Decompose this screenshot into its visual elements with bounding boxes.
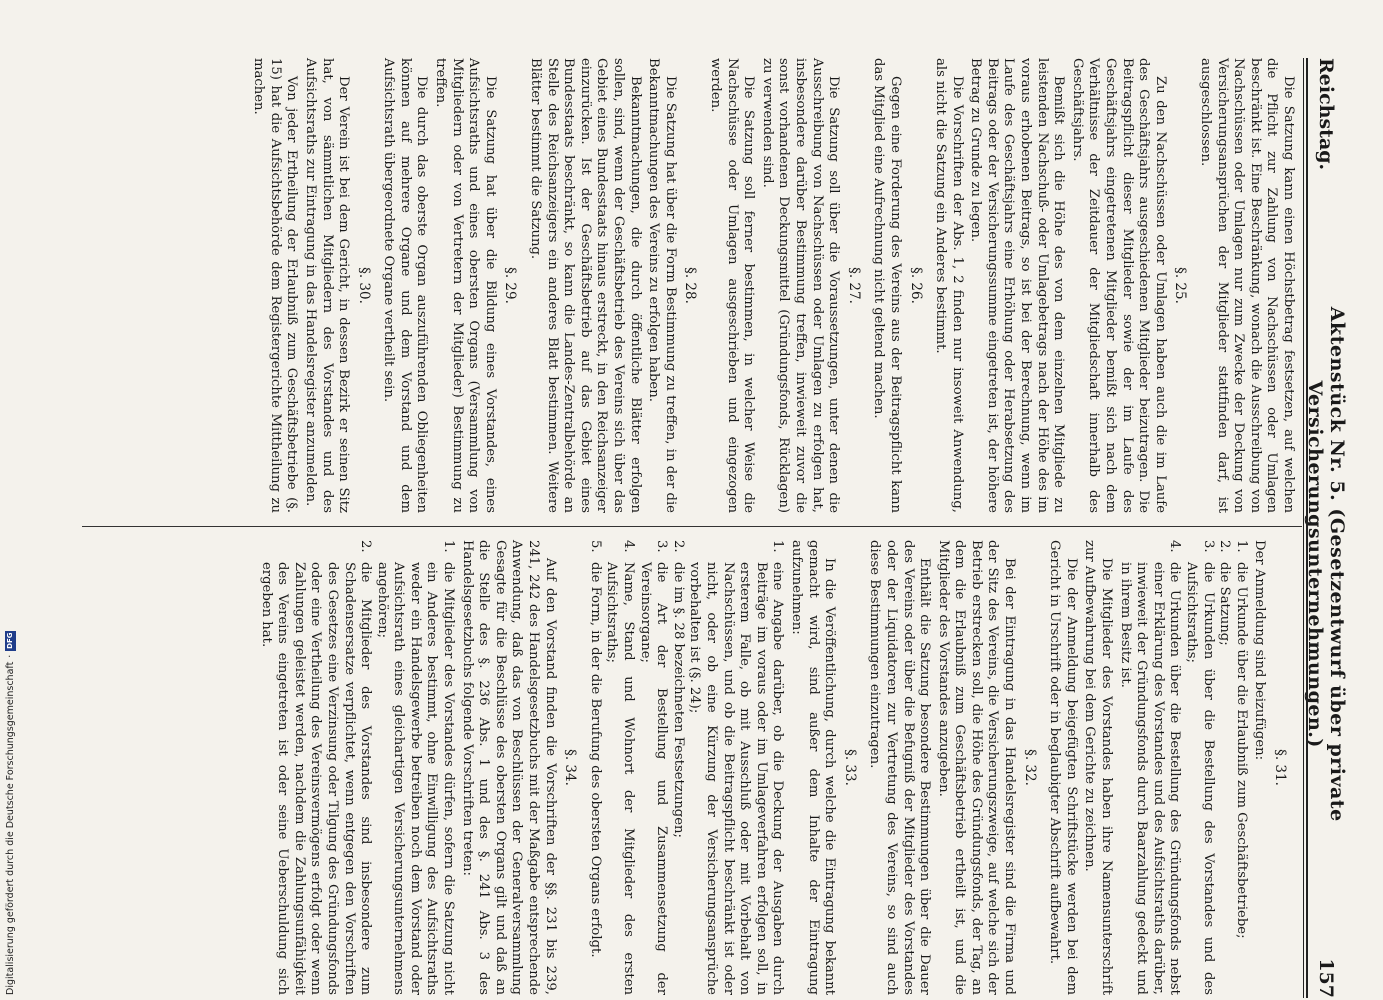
list-item: [636, 540, 669, 995]
paragraph: Die durch das oberste Organ auszuführenden Obliegenheiten können auf mehrere Organe und dem Vorstand und dem Aufsichtsrath übergeordnete Organe vertheilt sein.: [381, 58, 430, 513]
section-heading: §. 31.: [1272, 749, 1288, 786]
list-item-number: 4.: [621, 540, 637, 553]
list-item-text: eine Angabe darüber, ob die Deckung der Ausgaben durch Beiträge im voraus oder im Umlageverfahren erfolgen soll, in ersterem Falle, ob mit Ausschluß oder mit Vorbehalt von Nachschüssen, und ob die Beitragspflicht beschränkt ist oder nicht, oder ob eine Kürzung der Versicherungsansprüche vorbehalten ist (§. 24);: [687, 562, 786, 995]
paragraph: Der Verein ist bei dem Gericht, in dessen Bezirk er seinen Sitz hat, von sämmtlichen Mitgliedern des Vorstandes und des Aufsichtsraths zur Eintragung in das Handelsregister anzumelden.: [302, 58, 352, 513]
list-item-number: 3.: [1200, 540, 1216, 553]
paragraph: Die Vorschriften der Abs. 1, 2 finden nur insoweit Anwendung, als nicht die Satzung ein Anderes bestimmt.: [933, 58, 965, 513]
list-item-text: die Urkunden über die Bestellung des Vorstandes und des Aufsichtsraths;: [1184, 562, 1216, 995]
paragraph: Die Satzung soll ferner bestimmen, in welcher Weise die Nachschüsse oder Umlagen ausgeschrieben und eingezogen werden.: [708, 58, 757, 513]
section-heading: §. 27.: [845, 267, 862, 304]
paragraph: Von jeder Ertheilung der Erlaubniß zum Geschäftsbetriebe (§. 15) hat die Aufsichtsbehörde dem Registergerichte Mittheilung zu machen.: [251, 58, 300, 513]
list-item-text: die Mitglieder des Vorstandes sind insbesondere zum Schadensersatze verpflichtet, wenn entgegen den Vorschriften des Gesetzes eine Verzinsung oder Tilgung des Gründungsfonds oder eine Vertheilung des Vereinsvermögens erfolgt oder wenn Zahlungen geleistet werden, nachdem die Zahlungsunfähigkeit des Vereins eingetreten ist oder seine Ueberschuldung sich ergeben hat.: [258, 562, 374, 995]
right-column: [255, 540, 1296, 995]
paragraph: Enthält die Satzung besondere Bestimmungen über die Dauer des Vereins oder über die Befugniß der Mitglieder des Vorstandes oder der Liquidatoren zur Vertretung des Vereins, so sind auch diese Bestimmungen einzutragen.: [867, 540, 933, 995]
section-heading: §. 25.: [1172, 267, 1189, 304]
header-title: Aktenstück Nr. 5. (Gesetzentwurf über private Versicherungsunternehmungen.): [1304, 306, 1348, 822]
list-item-number: 5.: [587, 540, 603, 553]
list-item-text: die Urkunden über die Bestellung des Gründungsfonds nebst einer Erklärung des Vorstandes und des Aufsichtsraths darüber, inwieweit der Gründungsfonds durch Baarzahlung gedeckt und in ihrem Besitz ist.: [1117, 562, 1183, 995]
dfg-logo-icon: DFG: [6, 632, 14, 649]
list-item-number: 3.: [654, 540, 670, 553]
page-number: 157: [1315, 958, 1337, 998]
list-item: [586, 540, 603, 995]
paragraph: Die Satzung hat über die Form Bestimmung zu treffen, in der die Bekanntmachungen des Vereins zu erfolgen haben.: [646, 58, 678, 513]
section-heading: §. 28.: [682, 267, 699, 304]
list-item: [1116, 540, 1182, 995]
column-divider: [82, 526, 1302, 527]
list-item: [1232, 540, 1249, 995]
paragraph: In die Veröffentlichung, durch welche die Eintragung bekannt gemacht wird, sind außer dem Inhalte der Eintragung aufzunehmen:: [788, 540, 838, 995]
list-item-text: die Satzung;: [1217, 562, 1233, 646]
list-item-text: die im §. 28 bezeichneten Festsetzungen;: [670, 562, 686, 838]
list-item-text: die Urkunde über die Erlaubniß zum Geschäftsbetriebe;: [1233, 562, 1249, 939]
section-heading: §. 33.: [841, 749, 858, 786]
list-item: [686, 540, 786, 995]
paragraph: Die Satzung hat über die Bildung eines Vorstandes, eines Aufsichtsraths und eines obersten Organs (Versammlung von Mitgliedern oder von Vertretern der Mitglieder) Bestimmung zu treffen.: [433, 58, 498, 513]
section-heading: §. 32.: [1021, 749, 1038, 786]
paragraph: Die Satzung kann einen Höchstbetrag festsetzen, auf welchen die Pflicht zur Zahlung von Nachschüssen oder Umlagen beschränkt ist. Eine Beschränkung, wonach die Ausschreibung von Nachschüssen oder Umlagen nur zum Zwecke der Deckung von Versicherungsansprüchen der Mitglieder stattfinden darf, ist ausgeschlossen.: [1198, 58, 1296, 513]
enumerated-list: [257, 540, 456, 995]
scanned-page: [72, 58, 1348, 998]
paragraph: Die der Anmeldung beigefügten Schriftstücke werden bei dem Gericht in Urschrift oder in beglaubigter Abschrift aufbewahrt.: [1047, 540, 1079, 995]
credit-text: Digitalisierung gefördert durch die Deutsche Forschungsgemeinschaft: [5, 661, 16, 995]
paragraph: Die Satzung soll über die Voraussetzungen, unter denen die Ausschreibung von Nachschüssen oder Umlagen zu erfolgen hat, insbesondere darüber Bestimmung treffen, inwieweit zuvor die sonst vorhandenen Deckungsmittel (Gründungsfonds, Rücklagen) zu verwenden sind.: [759, 58, 842, 513]
list-item: [257, 540, 373, 995]
paragraph: Bekanntmachungen, die durch öffentliche Blätter erfolgen sollen, sind, wenn der Geschäftsbetrieb des Vereins sich über das Gebiet eines Bundesstaats hinaus erstreckt, in den Reichsanzeiger einzurücken. Ist der Geschäftsbetrieb auf das Gebiet eines Bundesstaats beschränkt, so kann die Landes-Zentralbehörde an Stelle des Reichsanzeigers ein anderes Blatt bestimmen. Weitere Blätter bestimmt die Satzung.: [528, 58, 643, 513]
section-heading: §. 34.: [562, 749, 579, 786]
list-item-number: 1.: [770, 540, 786, 553]
page-header: [1304, 58, 1348, 998]
header-left: Reichstag.: [1315, 58, 1337, 171]
list-item: [603, 540, 636, 995]
list-item-number: 1.: [441, 540, 457, 553]
list-item: [1216, 540, 1233, 995]
list-item-number: 2.: [670, 540, 686, 553]
list-item-text: die Form, in der die Berufung des obersten Organs erfolgt.: [587, 562, 603, 958]
list-item-text: die Mitglieder des Vorstandes dürfen, sofern die Satzung nicht ein Anderes bestimmt, ohne Einwilligung des Aufsichtsraths weder ein Handelsgewerbe betreiben noch dem Vorstand oder Aufsichtsrath eines gleichartigen Versicherungsunternehmens angehören;: [374, 562, 457, 995]
enumerated-list: [1116, 540, 1249, 995]
paragraph: Die Mitglieder des Vorstandes haben ihre Namensunterschrift zur Aufbewahrung bei dem Gerichte zu zeichnen.: [1082, 540, 1115, 995]
list-item-text: die Art der Bestellung und Zusammensetzung der Vereinsorgane;: [637, 562, 670, 995]
paragraph: Bei der Eintragung in das Handelsregister sind die Firma und der Sitz des Vereins, die Versicherungszweige, auf welche sich der Betrieb erstrecken soll, die Höhe des Gründungsfonds, der Tag, an dem die Erlaubniß zum Geschäftsbetrieb ertheilt ist, und die Mitglieder des Vorstandes anzugeben.: [935, 540, 1018, 995]
list-item: [1182, 540, 1215, 995]
list-item: [669, 540, 686, 995]
list-item-number: 2.: [358, 540, 374, 553]
enumerated-list: [586, 540, 785, 995]
section-heading: §. 26.: [907, 267, 924, 304]
digitization-credit: Digitalisierung gefördert durch die Deutsche Forschungsgemeinschaft · DFG: [5, 632, 16, 995]
list-item-number: 4.: [1167, 540, 1183, 553]
paragraph: Der Anmeldung sind beizufügen:: [1252, 540, 1268, 761]
paragraph: Gegen eine Forderung des Vereins aus der Beitragspflicht kann das Mitglied eine Aufrechnung nicht geltend machen.: [871, 58, 903, 513]
list-item-text: Name, Stand und Wohnort der Mitglieder des ersten Aufsichtsraths;: [604, 562, 637, 995]
left-column: [248, 58, 1296, 513]
paragraph: Zu den Nachschüssen oder Umlagen haben auch die im Laufe des Geschäftsjahrs ausgeschiedenen Mitglieder beizutragen. Die Beitragspflicht dieser Mitglieder sowie der im Laufe des Geschäftsjahrs eingetretenen Mitglieder bemißt sich nach dem Verhältnisse der Zeitdauer der Mitgliedschaft innerhalb des Geschäftsjahrs.: [1069, 58, 1168, 513]
header-rule: [1306, 58, 1308, 998]
paragraph: Auf den Vorstand finden die Vorschriften der §§. 231 bis 239, 241, 242 des Handelsgesetzbuchs mit der Maßgabe entsprechende Anwendung, daß das von Beschlüssen der Generalversammlung Gesagte für die Beschlüsse des obersten Organs gilt und daß an die Stelle des §. 236 Abs. 1 und des §. 241 Abs. 3 des Handelsgesetzbuchs folgende Vorschriften treten:: [459, 540, 558, 995]
list-item-number: 1.: [1233, 540, 1249, 553]
section-heading: §. 30.: [355, 267, 372, 304]
list-item-number: 2.: [1217, 540, 1233, 553]
paragraph: Bemißt sich die Höhe des von dem einzelnen Mitgliede zu leistenden Nachschuß- oder Umlagebetrags nach der Höhe des im voraus erhobenen Beitrags, so ist bei der Berechnung, wenn im Laufe des Geschäftsjahrs eine Erhöhung oder Herabsetzung des Beitrags oder der Versicherungssumme eingetreten ist, der höhere Betrag zu Grunde zu legen.: [968, 58, 1067, 513]
list-item: [373, 540, 456, 995]
section-heading: §. 29.: [502, 267, 519, 304]
header-rule-thin: [1303, 58, 1304, 998]
